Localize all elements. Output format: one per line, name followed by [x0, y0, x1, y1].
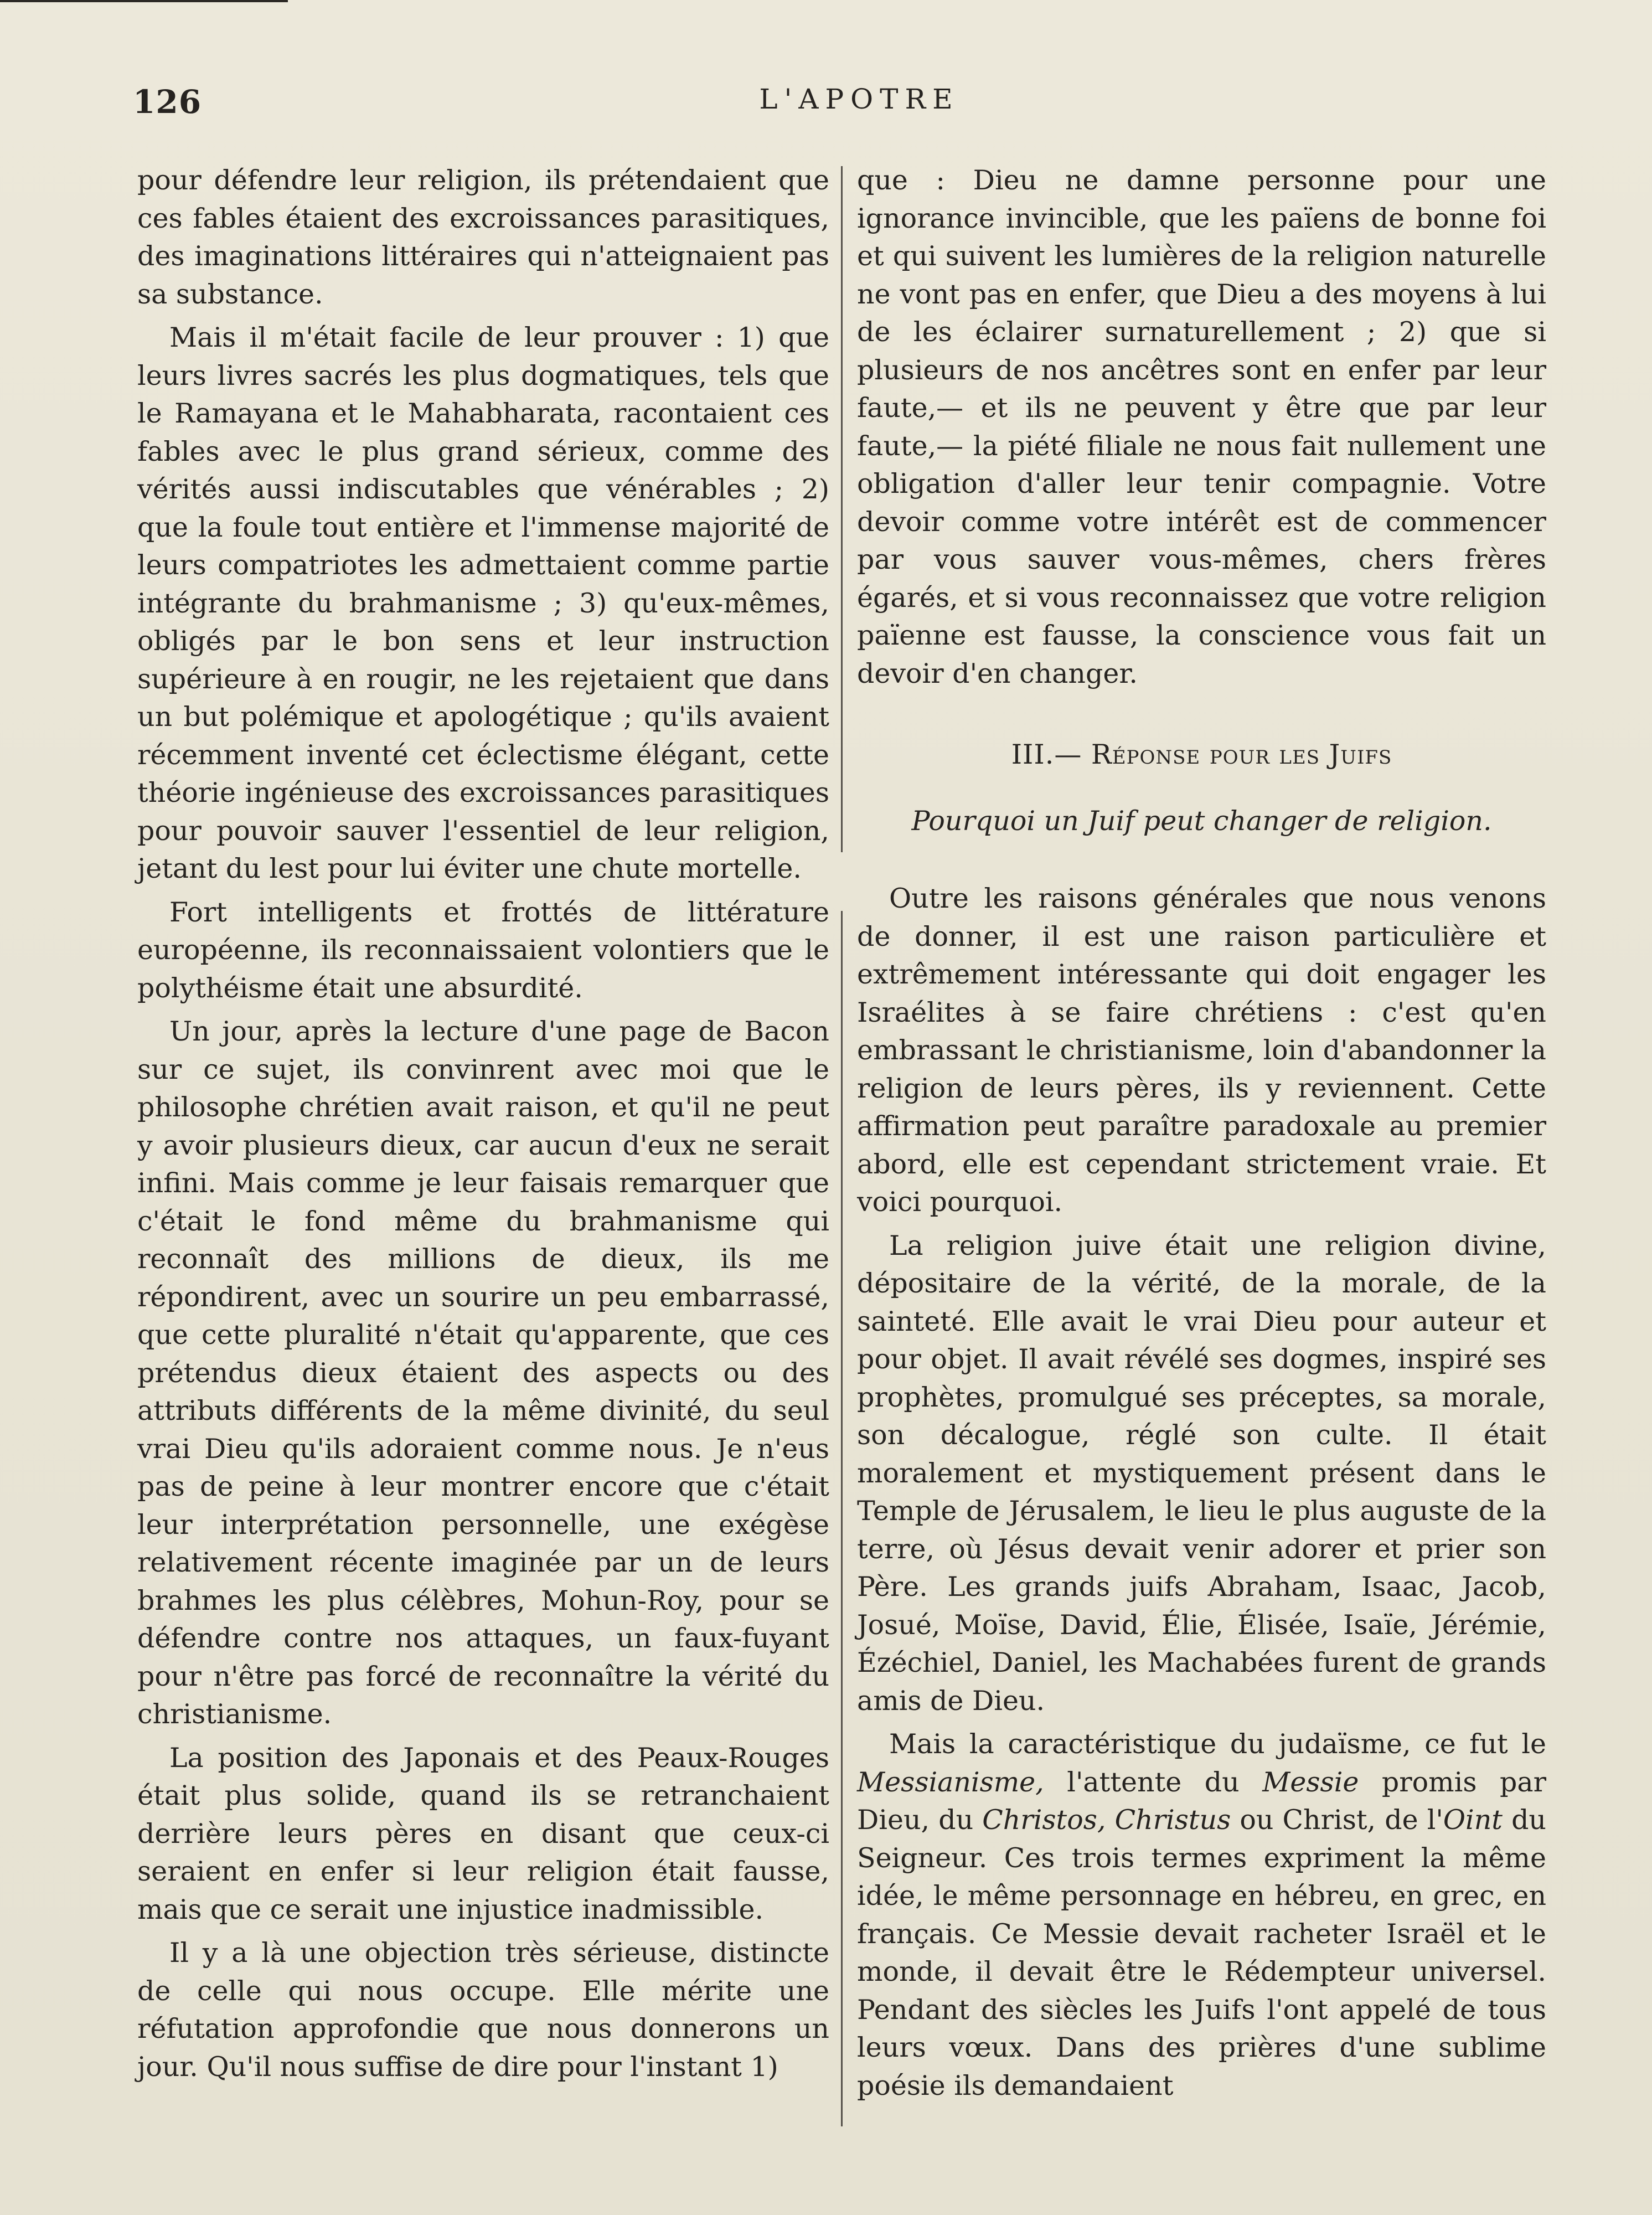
paragraph: La position des Japonais et des Peaux-Rouges était plus solide, quand ils se retranchaient derrière leurs pères en disant que ceux-ci seraient en enfer si leur religion était fausse, mais que ce serait une injustice inadmissible. [137, 1742, 829, 1925]
paragraph: pour défendre leur religion, ils prétendaient que ces fables étaient des excroissances parasitiques, des imaginations littéraires qui n'atteignaient pas sa substance. [137, 164, 829, 310]
italic-term: Messie [1262, 1766, 1359, 1798]
paragraph: La religion juive était une religion divine, dépositaire de la vérité, de la morale, de la sainteté. Elle avait le vrai Dieu pour auteur et pour objet. Il avait révélé ses dogmes, inspiré ses prophètes, promulgué ses préceptes, sa morale, son décalogue, réglé son culte. Il était moralement et mystiquement présent dans le Temple de Jérusalem, le lieu le plus auguste de la terre, où Jésus devait venir adorer et prier son Père. Les grands juifs Abraham, Isaac, Jacob, Josué, Moïse, David, Élie, Élisée, Isaïe, Jérémie, Ézéchiel, Daniel, les Machabées furent de grands amis de Dieu. [857, 1229, 1546, 1717]
italic-term: Messianisme, [857, 1766, 1044, 1798]
paragraph: Outre les raisons générales que nous venons de donner, il est une raison particulière et extrêmement intéressante qui doit engager les Israélites à se faire chrétiens : c'est qu'en embrassant le christianisme, loin d'abandonner la religion de leurs pères, ils y reviennent. Cette affirmation peut paraître paradoxale au premier abord, elle est cependant strictement vraie. Et voici pourquoi. [857, 883, 1546, 1218]
paragraph: Il y a là une objection très sérieuse, distincte de celle qui nous occupe. Elle mérite une réfutation approfondie que nous donnerons un jour. Qu'il nous suffise de dire pour l'instant 1) [137, 1937, 829, 2083]
section-heading: III.— Réponse pour les Juifs [1011, 739, 1392, 770]
paragraph: Un jour, après la lecture d'une page de Bacon sur ce sujet, ils convinrent avec moi que le philosophe chrétien avait raison, et qu'il ne peut y avoir plusieurs dieux, car aucun d'eux ne serait infini. Mais comme je leur faisais remarquer que c'était le fond même du brahmanisme qui reconnaît des millions de dieux, ils me répondirent, avec un sourire un peu embarrassé, que cette pluralité n'était qu'apparente, que ces prétendus dieux étaient des aspects ou des attributs différents de la même divinité, du seul vrai Dieu qu'ils adoraient comme nous. Je n'eus pas de peine à leur montrer encore que c'était leur interprétation personnelle, une exégèse relativement récente imaginée par un de leurs brahmes les plus célèbres, Mohun-Roy, pour se défendre contre nos attaques, un faux-fuyant pour n'être pas forcé de reconnaître la vérité du christianisme. [137, 1016, 829, 1730]
left-column [137, 162, 829, 2086]
text-run: promis par Dieu, du [857, 1766, 1546, 1836]
paragraph: Fort intelligents et frottés de littérature européenne, ils reconnaissaient volontiers que le polythéisme était une absurdité. [137, 896, 829, 1004]
page-number: 126 [133, 83, 202, 121]
right-column [857, 162, 1546, 2105]
section-subtitle: Pourquoi un Juif peut changer de religion. [911, 805, 1492, 837]
column-divider [841, 166, 843, 2126]
paragraph: Mais il m'était facile de leur prouver : 1) que leurs livres sacrés les plus dogmatiques, tels que le Ramayana et le Mahabharata, racontaient ces fables avec le plus grand sérieux, comme des vérités aussi indiscutables que vénérables ; 2) que la foule tout entière et l'immense majorité de leurs compatriotes les admettaient comme partie intégrante du brahmanisme ; 3) qu'eux-mêmes, obligés par le bon sens et leur instruction supérieure à en rougir, ne les rejetaient que dans un but polémique et apologétique ; qu'ils avaient récemment inventé cet éclectisme élégant, cette théorie ingénieuse des excroissances parasitiques pour pouvoir sauver l'essentiel de leur religion, jetant du lest pour lui éviter une chute mortelle. [137, 322, 829, 884]
italic-term: Oint [1443, 1804, 1503, 1836]
italic-term: Christos, Christus [982, 1804, 1231, 1836]
paragraph-messianisme [857, 1725, 1546, 2105]
text-run: ou Christ, de l' [1231, 1804, 1443, 1836]
text-run: l'attente du [1044, 1766, 1263, 1798]
text-run: Mais la caractéristique du judaïsme, ce fut le [889, 1728, 1546, 1760]
text-run: du Seigneur. Ces trois termes expriment la même idée, le même personnage en hébreu, en grec, en français. Ce Messie devait racheter Israël et le monde, il devait être le Rédempteur universel. Pendant des siècles les Juifs l'ont appelé de tous leurs vœux. Dans des prières d'une sublime poésie ils demandaient [857, 1804, 1546, 2101]
paragraph-continuation: que : Dieu ne damne personne pour une ignorance invincible, que les païens de bonne foi et qui suivent les lumières de la religion naturelle ne vont pas en enfer, que Dieu a des moyens à lui de les éclairer surnaturellement ; 2) que si plusieurs de nos ancêtres sont en enfer par leur faute,— et ils ne peuvent y être que par leur faute,— la piété filiale ne nous fait nullement une obligation d'aller leur tenir compagnie. Votre devoir comme votre intérêt est de commencer par vous sauver vous-mêmes, chers frères égarés, et si vous reconnaissez que votre religion païenne est fausse, la conscience vous fait un devoir d'en changer. [857, 164, 1546, 689]
running-head: L'APOTRE [759, 83, 959, 115]
page-header [133, 83, 1552, 122]
top-rule [0, 0, 288, 2]
